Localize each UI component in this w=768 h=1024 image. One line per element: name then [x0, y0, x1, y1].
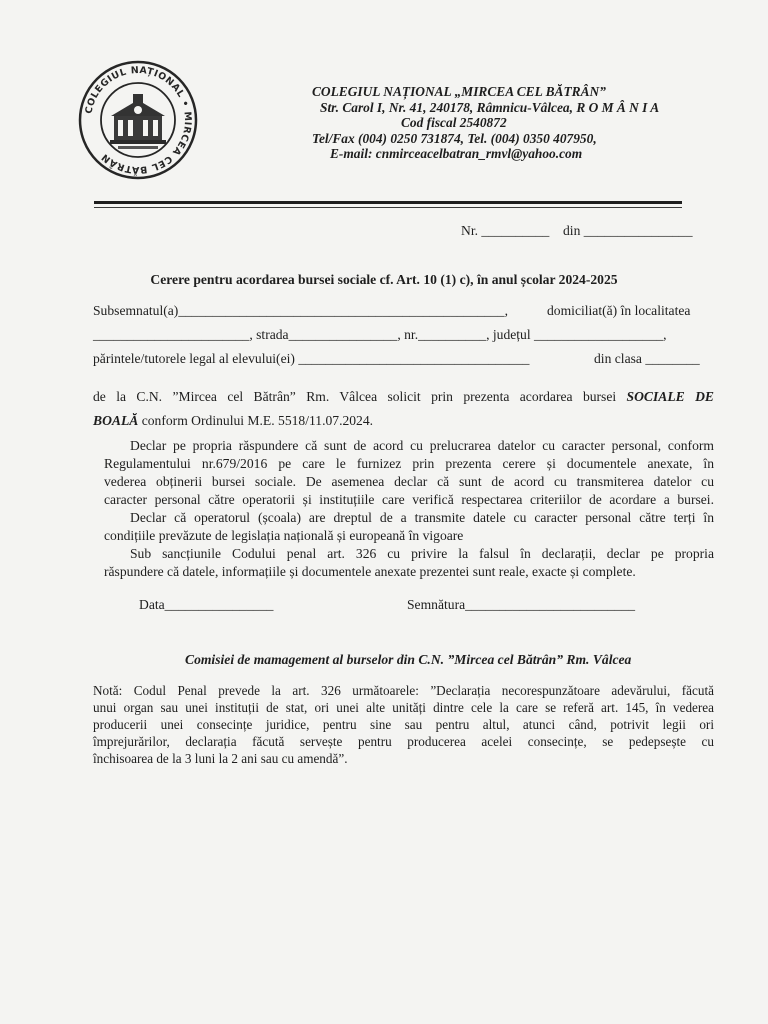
- legal-note-line: Notă: Codul Penal prevede la art. 326 următoarele: ”Declarația necorespunzătoare adevărului, făcută: [93, 683, 714, 698]
- document-title: Cerere pentru acordarea bursei sociale cf. Art. 10 (1) c), în anul școlar 2024-2025: [150, 272, 618, 287]
- email-line: E-mail: cnmirceacelbatran_rmvl@yahoo.com: [330, 146, 583, 162]
- applicant-name-field[interactable]: Subsemnatul(a)________________________________________________,: [93, 303, 508, 318]
- commission-addressee: Comisiei de mamagement al burselor din C.N. ”Mircea cel Bătrân” Rm. Vâlcea: [185, 652, 632, 667]
- declaration-line: Declar că operatorul (școala) are dreptul de a transmite datele cu caracter personal către terți în: [130, 510, 714, 525]
- declaration-line: caracter personal către operatorii și instituțiile care verifică respectarea criteriilor de acordare a bursei.: [104, 492, 714, 507]
- legal-note-line: producerii unei consecințe juridice, pentru sine sau pentru altul, atunci când, potrivit legii ori: [93, 717, 714, 732]
- declaration-line: răspundere că datele, informațiile și documentele anexate prezentei sunt reale, exacte și complete.: [104, 564, 636, 579]
- order-reference: conform Ordinului M.E. 5518/11.07.2024.: [138, 413, 374, 428]
- declaration-line: Regulamentului nr.679/2016 pe care le furnizez prin prezenta cerere și documentele anexate, în: [104, 456, 714, 471]
- request-line-1: [93, 389, 714, 405]
- request-text: de la C.N. ”Mircea cel Bătrân” Rm. Vâlcea solicit prin prezenta acordarea bursei: [93, 389, 617, 404]
- parent-of-student-field[interactable]: părintele/tutorele legal al elevului(ei) __________________________________: [93, 351, 530, 366]
- school-seal-logo: [78, 60, 198, 180]
- signature-field[interactable]: Semnătura_________________________: [407, 597, 636, 612]
- registration-date-field[interactable]: din ________________: [563, 223, 693, 238]
- fiscal-code: Cod fiscal 2540872: [401, 115, 507, 131]
- request-line-2: [93, 413, 373, 429]
- class-field[interactable]: din clasa ________: [594, 351, 700, 366]
- legal-note-line: împrejurărilor, declarația făcută servește pentru producerea acelei consecințe, se pedepsește cu: [93, 734, 714, 749]
- phone-line: Tel/Fax (004) 0250 731874, Tel. (004) 0350 407950,: [312, 130, 597, 146]
- legal-note-line: unui organ sau unei instituții de stat, ori unei alte unități dintre cele la care se referă art. 145, în vederea: [93, 700, 714, 715]
- declaration-line: vederea obținerii bursei sociale. De asemenea declar că sunt de acord cu transmiterea datelor cu: [104, 474, 714, 489]
- seal-ring-text: COLEGIUL NAȚIONAL • MIRCEA CEL BĂTRÂN: [83, 64, 194, 176]
- declaration-line: Sub sancțiunile Codului penal art. 326 cu privire la falsul în declarații, declar pe propria: [130, 546, 714, 561]
- school-name: COLEGIUL NAȚIONAL „MIRCEA CEL BĂTRÂN”: [312, 84, 606, 99]
- address-fields-row[interactable]: _______________________, strada________________, nr.__________, județul ___________________,: [93, 327, 667, 342]
- declaration-line: Declar pe propria răspundere că sunt de acord cu prelucrarea datelor cu caracter personal, conform: [130, 438, 714, 453]
- registration-number-field[interactable]: Nr. __________: [461, 223, 550, 238]
- scholarship-type-a: SOCIALE DE: [626, 389, 714, 404]
- domicile-label: domiciliat(ă) în localitatea: [547, 303, 691, 318]
- date-field[interactable]: Data________________: [139, 597, 274, 612]
- declaration-line: condițiile prevăzute de legislația națională și europeană în vigoare: [104, 528, 464, 543]
- header-divider-thin: [94, 207, 682, 208]
- school-address: Str. Carol I, Nr. 41, 240178, Râmnicu-Vâlcea, R O M Â N I A: [320, 99, 660, 115]
- school-letterhead: [300, 84, 720, 162]
- header-divider-thick: [94, 201, 682, 204]
- legal-note-line: închisoarea de la 3 luni la 2 ani sau cu amendă”.: [93, 751, 348, 766]
- scholarship-type-b: BOALĂ: [93, 413, 139, 428]
